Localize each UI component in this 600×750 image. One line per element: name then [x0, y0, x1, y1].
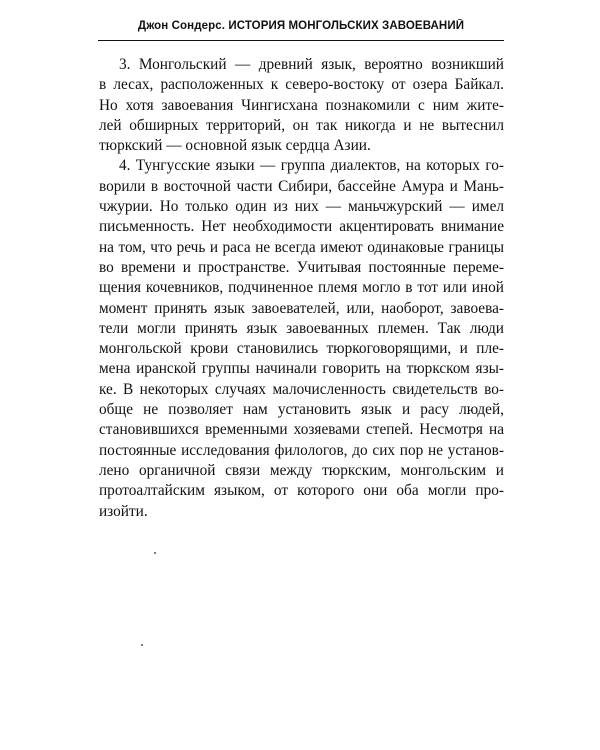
paragraph-tungusic [99, 156, 504, 521]
text-line: протоалтайским языком, от которого они оба могли про- [99, 482, 504, 500]
running-header: Джон Сондерс. ИСТОРИЯ МОНГОЛЬСКИХ ЗАВОЕВАНИЙ [137, 20, 465, 32]
scan-speck [141, 644, 143, 646]
body-text [99, 55, 504, 522]
text-line: во времени и пространстве. Учитывая постоянные переме- [99, 258, 504, 276]
text-line: постоянные исследования филологов, до сих пор не установ- [99, 441, 504, 459]
text-line: ворили в восточной части Сибири, бассейне Амура и Мань- [99, 177, 504, 195]
text-line: монгольской крови становились тюркоговорящими, и пле- [99, 340, 504, 358]
text-line: на том, что речь и раса не всегда имеют одинаковые границы [99, 238, 504, 256]
text-line: ке. В некоторых случаях малочисленность свидетельств во- [99, 380, 504, 398]
text-line: письменность. Нет необходимости акцентировать внимание [99, 218, 504, 236]
header-rule [98, 40, 504, 41]
text-line: Но хотя завоевания Чингисхана познакомили с ним жите- [99, 96, 504, 114]
text-line: щения кочевников, подчиненное племя могло в тот или иной [99, 279, 504, 297]
text-line: чжурии. Но только один из них — маньчжурский — имел [99, 198, 504, 216]
text-line: изойти. [99, 502, 148, 520]
text-line: 3. Монгольский — древний язык, вероятно возникший [119, 56, 504, 73]
scan-speck [154, 552, 156, 554]
text-line: лей обширных территорий, он так никогда и не вытеснил [99, 116, 504, 134]
text-line: момент принять язык завоевателей, или, наоборот, завоева- [99, 299, 504, 317]
paragraph-mongolian [99, 55, 504, 156]
text-line: тюркский — основной язык сердца Азии. [99, 137, 371, 155]
text-line: мена иранской группы начинали говорить на тюркском язы- [99, 360, 504, 378]
text-line: 4. Тунгусские языки — группа диалектов, на которых го- [119, 157, 504, 175]
text-line: лено органичной связи между тюркским, монгольским и [99, 461, 504, 479]
text-line: обще не позволяет нам установить язык и расу людей, [99, 401, 504, 419]
text-line: в лесах, расположенных к северо-востоку от озера Байкал. [99, 76, 504, 94]
text-line: становившихся временными хозяевами степей. Несмотря на [99, 421, 504, 439]
text-line: тели могли принять язык завоеванных племен. Так люди [99, 319, 504, 337]
